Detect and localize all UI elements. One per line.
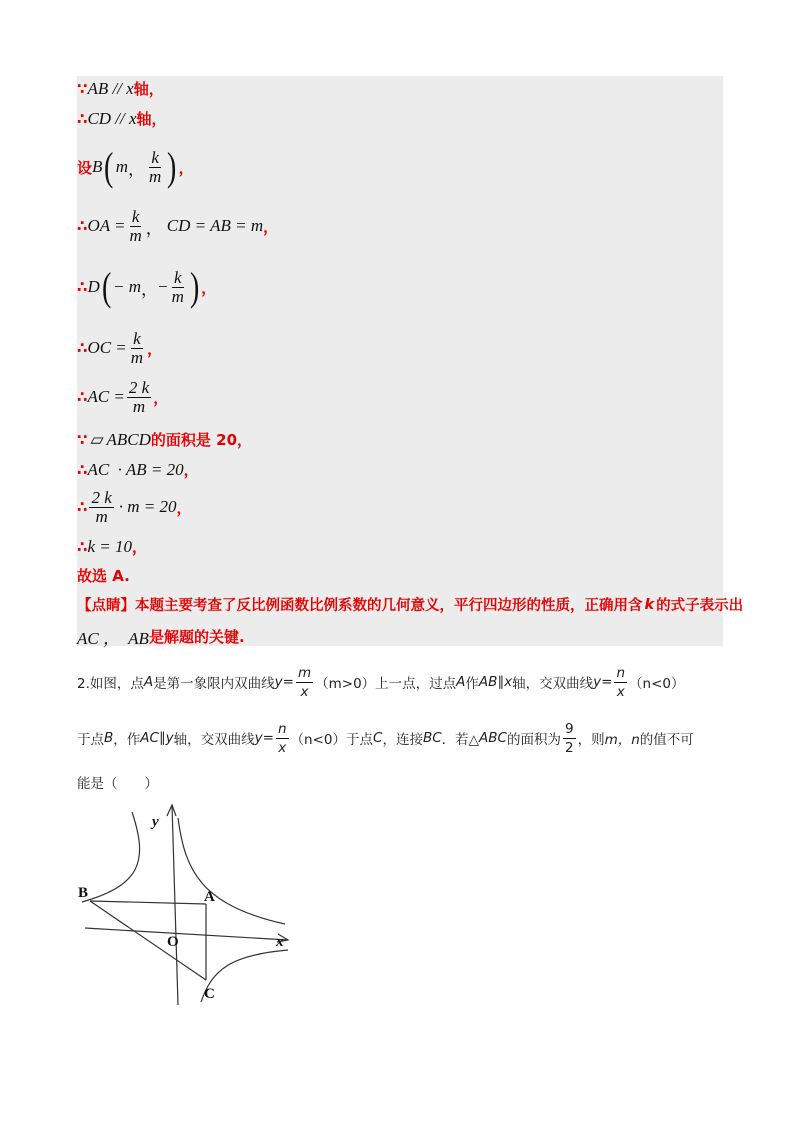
text: ， xyxy=(153,388,169,407)
origin-label: O xyxy=(167,934,179,950)
math-expr: m，n xyxy=(604,732,640,748)
solution-line-6 xyxy=(77,327,162,369)
numerator: k xyxy=(151,147,159,167)
math-expr: A xyxy=(143,674,154,690)
denominator: m xyxy=(132,396,146,416)
math-expr: OA = xyxy=(87,216,126,235)
point-c-label: C xyxy=(204,986,215,1002)
left-paren: ( xyxy=(101,264,112,309)
math-expr: ABC xyxy=(479,730,507,746)
comma: ， xyxy=(145,218,163,238)
hyperbola-branch-quadrant-2 xyxy=(82,812,140,902)
math-expr: C xyxy=(373,730,383,746)
right-paren: ) xyxy=(167,144,177,189)
solution-line-3 xyxy=(77,144,194,190)
comma: ， xyxy=(141,279,159,299)
therefore-symbol: ∴ xyxy=(77,217,88,235)
math-expr: AC · AB = 20 xyxy=(87,459,184,479)
numerator: 2 k xyxy=(128,377,150,397)
numerator: n xyxy=(277,720,287,737)
hyperbola-figure xyxy=(70,800,300,1010)
solution-line-7 xyxy=(77,376,168,418)
numerator: m xyxy=(297,664,312,681)
text: （n<0）于点 xyxy=(290,732,374,748)
fraction xyxy=(276,720,289,757)
text: 是解题的关键. xyxy=(148,628,245,646)
denominator: m xyxy=(149,166,162,186)
minus-sign: − xyxy=(158,277,168,296)
numerator: k xyxy=(174,267,182,287)
denominator: m xyxy=(171,286,184,306)
math-expr: AC∥y xyxy=(140,730,174,746)
text: ， xyxy=(201,278,217,297)
text: = xyxy=(282,674,294,690)
text: 轴，交双曲线 xyxy=(173,732,255,748)
text: ， xyxy=(147,339,163,358)
therefore-symbol: ∴ xyxy=(77,278,88,296)
question-line-3 xyxy=(77,772,158,792)
question-line-2 xyxy=(77,718,694,758)
text: ， xyxy=(131,538,147,556)
denominator: m xyxy=(130,347,144,367)
math-expr: k = 10 xyxy=(87,536,132,556)
math-expr: AB∥x xyxy=(478,674,513,690)
x-axis-label: x xyxy=(276,934,284,950)
numerator: k xyxy=(133,328,141,348)
math-expr: B xyxy=(92,157,103,176)
math-expr: OC = xyxy=(87,338,127,357)
text: = xyxy=(262,730,274,746)
text: 的式子表示出 xyxy=(656,598,744,614)
math-expr: BC xyxy=(422,730,442,746)
math-expr: k xyxy=(644,596,655,613)
math-expr: y xyxy=(274,674,283,690)
text: 于点 xyxy=(77,732,104,748)
solution-line-10 xyxy=(77,486,192,528)
math-expr: y xyxy=(593,674,602,690)
math-expr: y xyxy=(254,730,263,746)
therefore-symbol: ∴ xyxy=(77,498,88,516)
denominator: x xyxy=(300,683,309,700)
text: 作 xyxy=(465,676,479,692)
text: 轴，交双曲线 xyxy=(512,676,594,692)
math-expr: B xyxy=(104,730,114,746)
text: ．若△ xyxy=(441,732,480,748)
therefore-symbol: ∴ xyxy=(77,460,88,479)
math-expr: AB // x xyxy=(87,78,134,98)
denominator: m xyxy=(95,506,108,526)
denominator: 2 xyxy=(564,739,574,756)
numerator: 9 xyxy=(564,720,574,737)
solution-line-1 xyxy=(77,78,164,99)
y-axis-arrow-icon xyxy=(167,805,176,816)
therefore-symbol: ∴ xyxy=(77,537,88,556)
segment-bc xyxy=(90,901,206,980)
denominator: m xyxy=(129,225,142,245)
fraction xyxy=(89,489,113,526)
math-expr: m xyxy=(115,157,129,176)
fraction xyxy=(129,330,145,367)
math-expr: · m = 20 xyxy=(118,497,177,516)
text: 设 xyxy=(77,158,93,177)
text: = xyxy=(601,674,613,690)
solution-line-11 xyxy=(77,536,147,557)
solution-line-2 xyxy=(77,108,167,129)
text: 的值不可 xyxy=(639,732,694,748)
text: ， xyxy=(178,158,194,177)
comma: ， xyxy=(128,159,146,179)
denominator: x xyxy=(278,739,287,756)
math-expr: AC = xyxy=(87,387,125,406)
because-symbol: ∵ xyxy=(77,79,88,98)
text: 2.如图，点 xyxy=(77,676,144,692)
denominator: x xyxy=(616,683,625,700)
numerator: n xyxy=(616,664,626,681)
therefore-symbol: ∴ xyxy=(77,339,88,357)
therefore-symbol: ∴ xyxy=(77,388,88,406)
fraction xyxy=(296,664,313,701)
math-expr: CD // x xyxy=(87,108,137,128)
text: ，作 xyxy=(113,732,141,748)
hyperbola-branch-quadrant-1 xyxy=(178,818,285,924)
y-axis-label: y xyxy=(152,814,159,830)
text: 的面积是 20， xyxy=(150,431,253,449)
comment-line-2 xyxy=(77,624,245,649)
y-axis xyxy=(172,805,178,1005)
fraction xyxy=(170,269,186,306)
left-paren: ( xyxy=(104,144,114,189)
math-expr: A xyxy=(456,674,466,690)
numerator: 2 k xyxy=(91,487,112,507)
fraction xyxy=(147,149,163,186)
text: 轴， xyxy=(136,110,167,128)
solution-line-9 xyxy=(77,459,199,480)
numerator: k xyxy=(131,206,140,226)
text: ， xyxy=(176,498,192,517)
text: ，则 xyxy=(577,732,605,748)
fraction xyxy=(127,379,151,416)
text: 是第一象限内双曲线 xyxy=(153,676,275,692)
point-a-label: A xyxy=(204,889,215,905)
question-line-1 xyxy=(77,662,685,702)
math-expr: AC ， AB xyxy=(77,629,149,648)
text: 本题主要考查了反比例函数比例系数的几何意义，平行四边形的性质，正确用含 xyxy=(135,598,643,614)
math-expr: CD = AB = m xyxy=(166,216,264,235)
segment-ab xyxy=(90,901,206,904)
text: ，连接 xyxy=(382,732,423,748)
text: 的面积为 xyxy=(506,732,561,748)
solution-line-5 xyxy=(77,264,216,310)
because-symbol: ∵ xyxy=(77,430,88,449)
text: （n<0） xyxy=(629,676,685,692)
parallelogram-icon: ▱ xyxy=(90,429,104,449)
fraction xyxy=(614,664,627,701)
comment-line-1 xyxy=(77,594,743,615)
math-expr: ABCD xyxy=(106,429,151,449)
text: 能是（ ） xyxy=(77,776,158,792)
solution-answer xyxy=(77,565,130,586)
fraction xyxy=(128,208,144,245)
math-expr: D xyxy=(87,277,100,296)
solution-line-4 xyxy=(77,205,278,247)
text: （m>0）上一点，过点 xyxy=(315,676,457,692)
math-expr: − m xyxy=(113,277,142,296)
fraction xyxy=(563,720,576,757)
therefore-symbol: ∴ xyxy=(77,109,88,128)
comment-tag: 【点睛】 xyxy=(77,598,135,614)
text: 故选 A. xyxy=(77,567,130,585)
solution-line-8 xyxy=(77,429,252,450)
solution-box xyxy=(77,76,744,648)
text: 轴， xyxy=(133,80,164,98)
right-paren: ) xyxy=(189,264,200,309)
text: ， xyxy=(183,461,199,479)
point-b-label: B xyxy=(78,885,89,901)
x-axis xyxy=(85,928,288,940)
text: ， xyxy=(263,217,279,236)
